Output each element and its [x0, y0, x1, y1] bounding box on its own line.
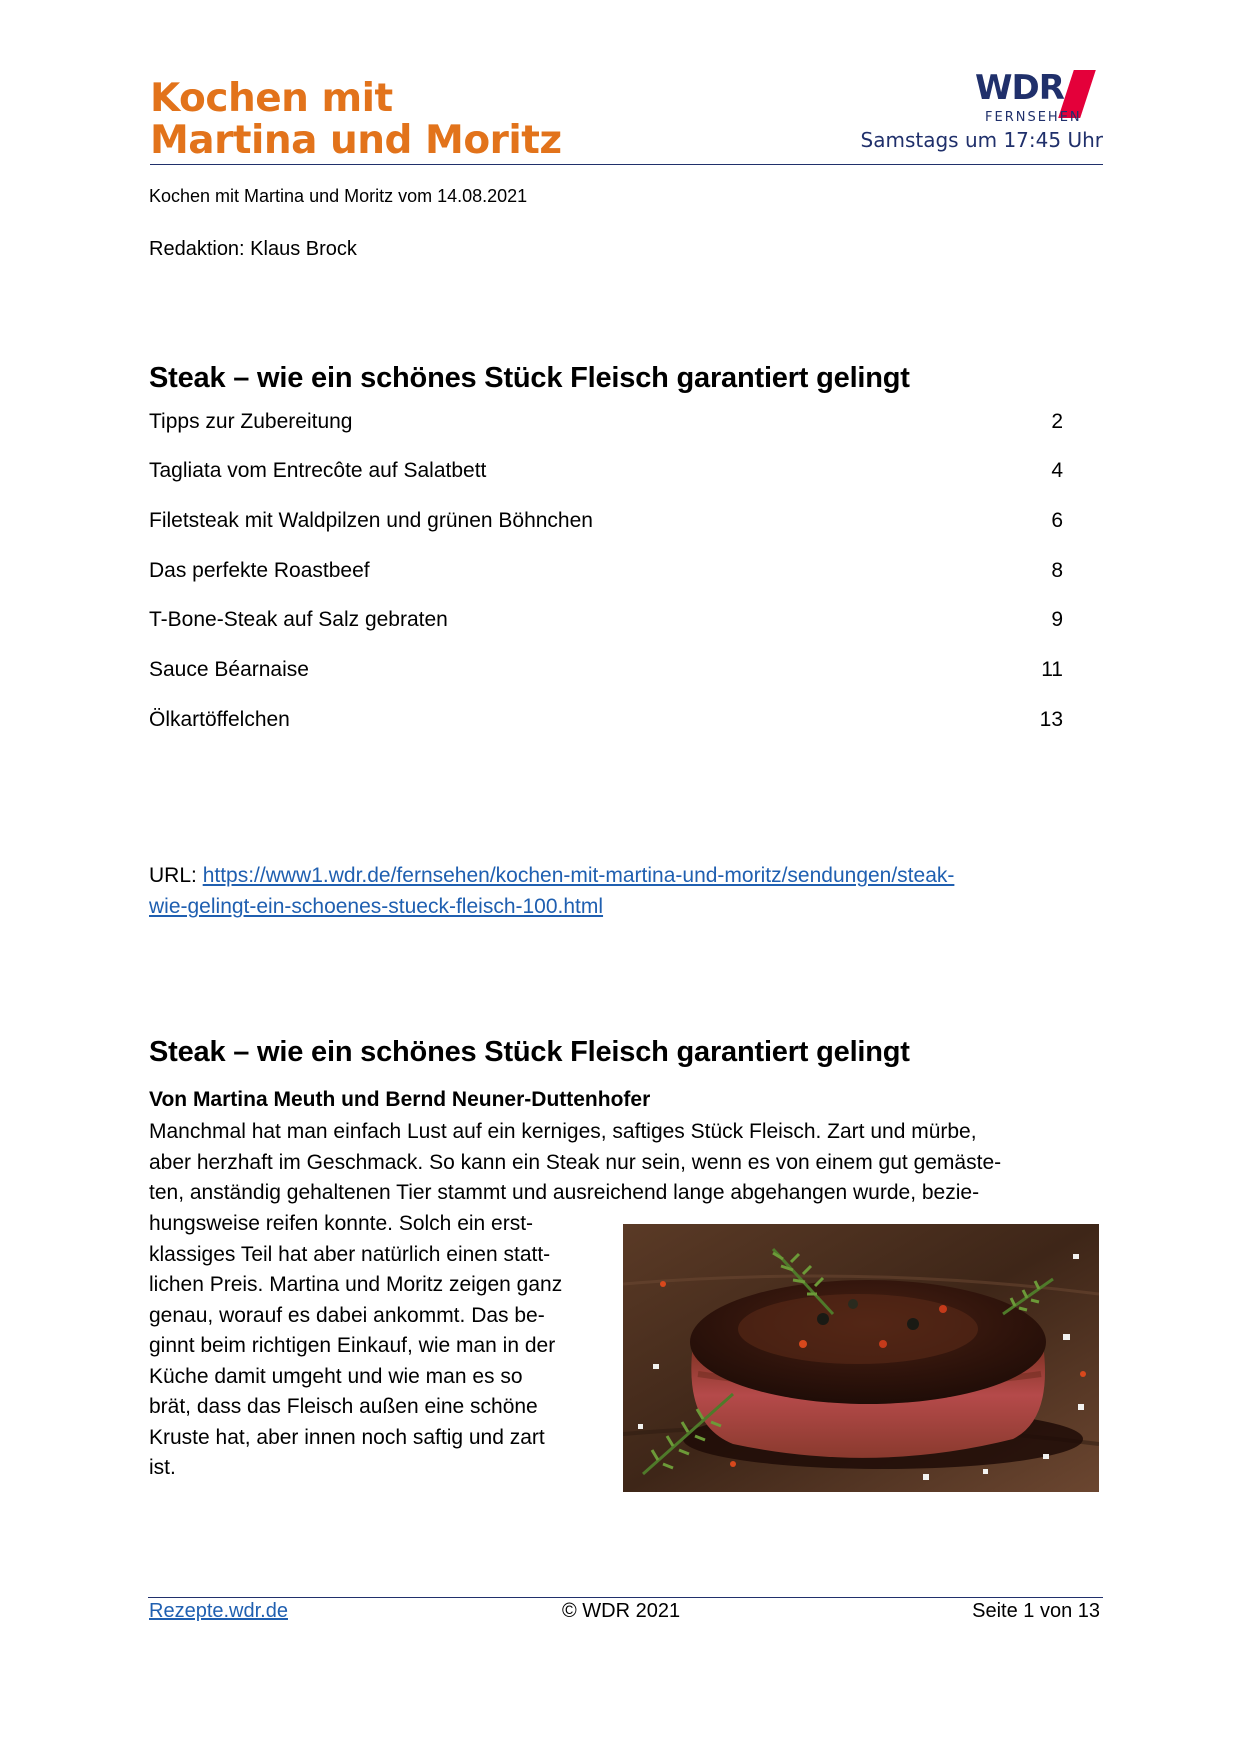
toc-entry-label: Tagliata vom Entrecôte auf Salatbett	[149, 459, 487, 482]
footer-site-link[interactable]: Rezepte.wdr.de	[149, 1600, 288, 1622]
toc-entry[interactable]	[149, 459, 1063, 489]
toc-entry-page: 6	[1051, 509, 1063, 532]
toc-entry[interactable]	[149, 509, 1063, 539]
header-divider	[150, 164, 1103, 165]
article-line: ginnt beim richtigen Einkauf, wie man in der	[149, 1334, 556, 1357]
article-intro	[149, 1117, 1079, 1209]
steak-photo	[623, 1224, 1099, 1492]
wdr-logo-text: WDR	[975, 68, 1064, 108]
toc-entry-page: 11	[1041, 658, 1063, 681]
airtime-label: Samstags um 17:45 Uhr	[860, 128, 1103, 152]
article-title: Steak – wie ein schönes Stück Fleisch garantiert gelingt	[149, 1036, 910, 1068]
source-url	[149, 860, 1089, 922]
toc-entry[interactable]	[149, 608, 1063, 638]
toc-entry[interactable]	[149, 410, 1063, 440]
toc-entry-page: 8	[1051, 559, 1063, 582]
article-line: Küche damit umgeht und wie man es so	[149, 1364, 523, 1388]
episode-date: Kochen mit Martina und Moritz vom 14.08.2021	[149, 186, 528, 206]
footer-copyright: © WDR 2021	[562, 1600, 681, 1622]
url-link-line-1[interactable]: https://www1.wdr.de/fernsehen/kochen-mit-martina-und-moritz/sendungen/steak-	[202, 864, 955, 887]
footer-divider	[148, 1597, 1103, 1598]
brand-line-1: Kochen mit	[150, 76, 393, 121]
toc-entry-label: Filetsteak mit Waldpilzen und grünen Böhnchen	[149, 509, 593, 532]
footer-page-number: Seite 1 von 13	[972, 1600, 1100, 1622]
wdr-logo-subtitle: FERNSEHEN	[985, 110, 1082, 125]
toc-entry[interactable]	[149, 658, 1063, 688]
article-line: Kruste hat, aber innen noch saftig und zart	[149, 1425, 545, 1449]
article-line: ist.	[149, 1456, 176, 1479]
brand-line-2: Martina und Moritz	[150, 118, 562, 163]
article-line: aber herzhaft im Geschmack. So kann ein Steak nur sein, wenn es von einem gut gemäste-	[149, 1150, 1002, 1174]
article-line: hungsweise reifen konnte. Solch ein erst-	[149, 1212, 534, 1235]
article-byline: Von Martina Meuth und Bernd Neuner-Duttenhofer	[149, 1088, 651, 1111]
toc-entry-label: Ölkartöffelchen	[149, 708, 290, 731]
article-intro-wrapped	[149, 1209, 619, 1484]
toc-entry-label: Das perfekte Roastbeef	[149, 559, 370, 582]
toc-entry-page: 13	[1039, 708, 1063, 731]
article-line: ten, anständig gehaltenen Tier stammt und ausreichend lange abgehangen wurde, bezie-	[149, 1181, 980, 1204]
toc-entry-label: Tipps zur Zubereitung	[149, 410, 353, 433]
toc-entry-page: 2	[1051, 410, 1063, 433]
toc-entry[interactable]	[149, 708, 1063, 738]
article-line: lichen Preis. Martina und Moritz zeigen ganz	[149, 1273, 563, 1296]
toc-entry[interactable]	[149, 559, 1063, 589]
toc-entry-label: T-Bone-Steak auf Salz gebraten	[149, 608, 448, 631]
article-line: genau, worauf es dabei ankommt. Das be-	[149, 1303, 545, 1327]
toc-title: Steak – wie ein schönes Stück Fleisch garantiert gelingt	[149, 362, 910, 394]
article-line: klassiges Teil hat aber natürlich einen statt-	[149, 1242, 551, 1266]
editor-credit: Redaktion: Klaus Brock	[149, 238, 357, 260]
toc-entry-page: 4	[1051, 459, 1063, 482]
toc-entry-page: 9	[1051, 608, 1063, 631]
url-link-line-2[interactable]: wie-gelingt-ein-schoenes-stueck-fleisch-100.html	[149, 895, 604, 918]
toc-entry-label: Sauce Béarnaise	[149, 658, 309, 681]
url-label: URL:	[149, 864, 203, 887]
article-line: Manchmal hat man einfach Lust auf ein kerniges, saftiges Stück Fleisch. Zart und mürbe,	[149, 1120, 977, 1143]
show-brand-title	[150, 78, 562, 162]
article-line: brät, dass das Fleisch außen eine schöne	[149, 1395, 538, 1418]
